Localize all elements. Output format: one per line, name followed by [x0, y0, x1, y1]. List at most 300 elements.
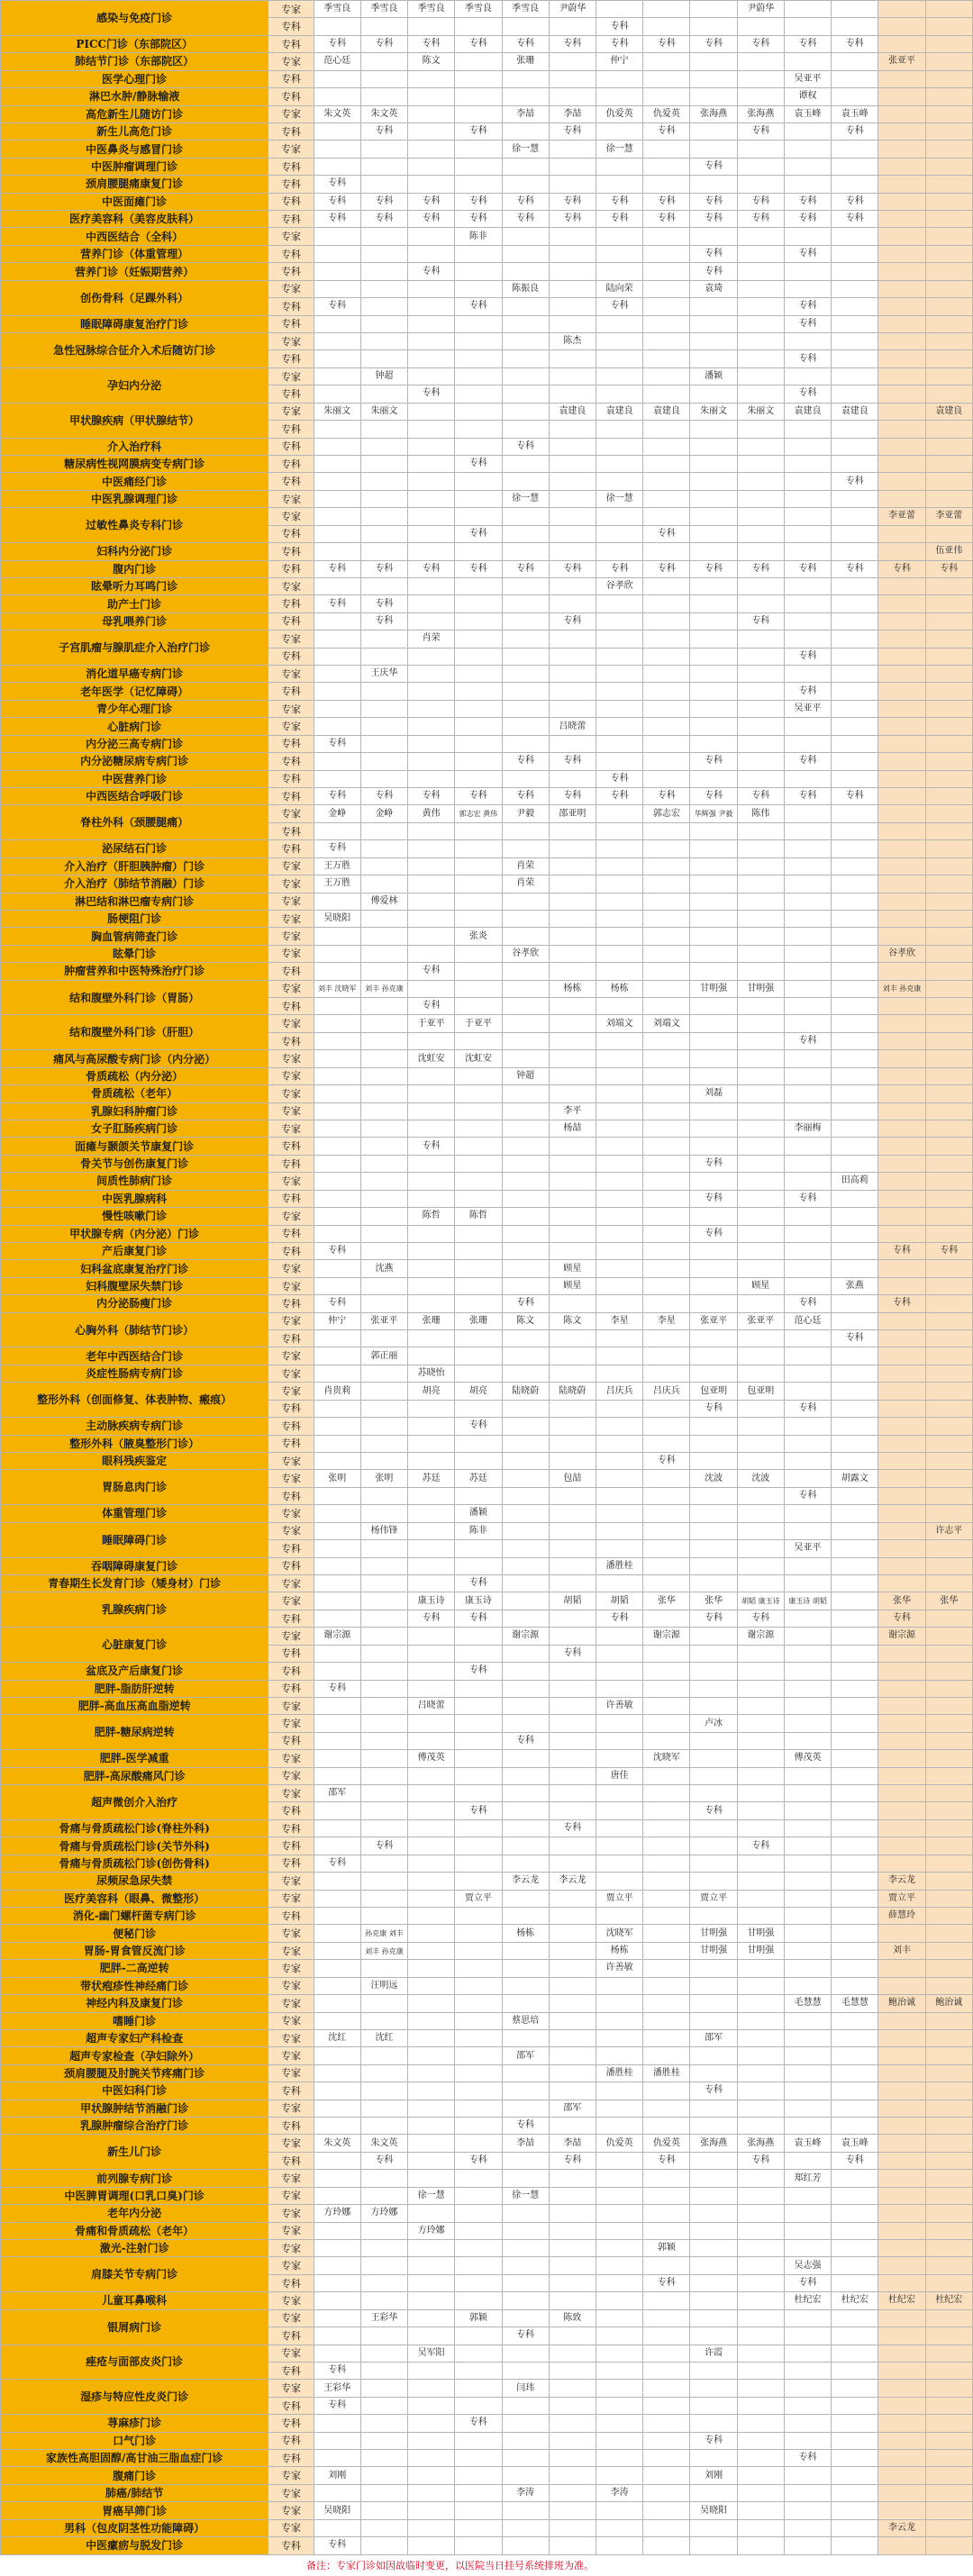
table-row — [1, 595, 973, 612]
schedule-cell — [878, 1453, 925, 1470]
schedule-cell — [925, 333, 972, 350]
schedule-cell — [737, 1680, 784, 1697]
schedule-cell: 鲍治诚 — [925, 1995, 972, 2012]
schedule-cell — [832, 1190, 878, 1207]
schedule-cell — [314, 1610, 360, 1627]
schedule-cell — [502, 1365, 549, 1382]
clinic-name: 老年医学（记忆障碍） — [1, 683, 268, 700]
clinic-type: 专科 — [268, 2450, 314, 2467]
schedule-cell — [690, 122, 737, 140]
clinic-name: 体重管理门诊 — [1, 1505, 268, 1522]
schedule-cell: 陈非 — [455, 228, 502, 245]
schedule-cell — [455, 1260, 502, 1277]
schedule-cell — [314, 1890, 360, 1907]
schedule-cell — [690, 1557, 737, 1574]
schedule-cell — [643, 910, 690, 927]
schedule-cell — [784, 1873, 831, 1890]
schedule-cell — [360, 648, 407, 665]
schedule-cell — [878, 2450, 925, 2467]
schedule-cell — [878, 1155, 925, 1172]
clinic-type: 专科 — [268, 560, 314, 577]
schedule-cell — [596, 1085, 643, 1102]
schedule-cell: 专科 — [360, 595, 407, 612]
schedule-cell — [360, 963, 407, 980]
schedule-cell: 李涛 — [596, 2484, 643, 2501]
schedule-cell — [408, 1977, 455, 1994]
schedule-cell — [832, 963, 878, 980]
schedule-cell — [360, 1365, 407, 1382]
schedule-cell — [784, 228, 831, 245]
schedule-cell — [408, 1418, 455, 1435]
schedule-cell — [314, 1365, 360, 1382]
schedule-cell — [502, 403, 549, 420]
schedule-cell — [360, 700, 407, 717]
schedule-cell — [549, 577, 596, 594]
schedule-cell: 专科 — [455, 211, 502, 228]
schedule-cell — [596, 1138, 643, 1155]
schedule-cell — [549, 543, 596, 560]
schedule-cell — [784, 1050, 831, 1067]
clinic-type: 专科 — [268, 1295, 314, 1312]
schedule-cell — [784, 543, 831, 560]
schedule-cell — [360, 2100, 407, 2117]
schedule-cell — [832, 1977, 878, 1994]
schedule-cell — [925, 1977, 972, 1994]
table-row — [1, 840, 973, 857]
schedule-cell — [455, 1873, 502, 1890]
table-row — [1, 35, 973, 52]
schedule-cell: 胡露文 — [832, 1470, 878, 1487]
schedule-cell — [925, 2187, 972, 2204]
schedule-cell — [925, 805, 972, 822]
clinic-type: 专家 — [268, 2064, 314, 2082]
schedule-cell — [455, 2502, 502, 2519]
schedule-cell — [925, 105, 972, 122]
schedule-cell — [737, 1418, 784, 1435]
schedule-cell — [314, 1697, 360, 1714]
table-row — [1, 88, 973, 105]
schedule-cell — [878, 875, 925, 893]
schedule-cell — [502, 2257, 549, 2274]
clinic-name: 颈肩腰腿痛康复门诊 — [1, 176, 268, 193]
schedule-cell: 专科 — [784, 35, 831, 52]
schedule-cell — [690, 2292, 737, 2309]
schedule-cell: 张海燕 — [690, 2135, 737, 2152]
clinic-type: 专家 — [268, 333, 314, 350]
schedule-cell — [596, 263, 643, 280]
schedule-cell: 专科 — [596, 193, 643, 210]
schedule-cell — [360, 822, 407, 839]
schedule-cell: 郭颖 — [455, 2309, 502, 2327]
schedule-cell — [690, 945, 737, 962]
schedule-cell — [596, 1540, 643, 1557]
schedule-cell — [596, 1102, 643, 1120]
schedule-cell — [408, 1802, 455, 1819]
schedule-cell — [596, 1995, 643, 2012]
schedule-cell — [549, 473, 596, 490]
clinic-type: 专家 — [268, 1208, 314, 1225]
schedule-cell: 刘丰 孙克康 — [878, 980, 925, 997]
clinic-type: 专家 — [268, 1365, 314, 1382]
schedule-cell — [360, 2274, 407, 2291]
schedule-cell — [690, 683, 737, 700]
schedule-cell — [549, 857, 596, 875]
schedule-cell — [408, 1995, 455, 2012]
clinic-name: 助产士门诊 — [1, 595, 268, 612]
schedule-cell — [737, 1819, 784, 1837]
schedule-cell — [737, 1505, 784, 1522]
schedule-cell — [502, 1487, 549, 1504]
clinic-type: 专家 — [268, 1628, 314, 1645]
schedule-cell — [549, 263, 596, 280]
schedule-cell — [408, 1277, 455, 1294]
schedule-cell — [925, 1383, 972, 1400]
clinic-type: 专家 — [268, 2484, 314, 2501]
schedule-cell — [878, 700, 925, 717]
schedule-cell — [784, 2484, 831, 2501]
schedule-cell — [690, 630, 737, 648]
schedule-cell: 专科 — [502, 2327, 549, 2345]
schedule-cell — [878, 35, 925, 52]
schedule-cell — [314, 1138, 360, 1155]
schedule-cell — [690, 1365, 737, 1382]
schedule-cell: 徐一慧 — [596, 141, 643, 158]
schedule-cell: 季雪良 — [455, 1, 502, 18]
schedule-cell — [596, 1208, 643, 1225]
schedule-cell: 谷孝欣 — [878, 945, 925, 962]
schedule-cell — [455, 1190, 502, 1207]
schedule-cell — [596, 1873, 643, 1890]
schedule-cell — [360, 1155, 407, 1172]
schedule-cell — [455, 2187, 502, 2204]
schedule-cell — [878, 421, 925, 438]
clinic-type: 专科 — [268, 2082, 314, 2100]
schedule-cell — [832, 753, 878, 770]
clinic-type: 专家 — [268, 1312, 314, 1329]
schedule-cell — [643, 893, 690, 910]
schedule-cell — [643, 612, 690, 630]
schedule-cell — [832, 945, 878, 962]
schedule-cell — [925, 2205, 972, 2222]
schedule-cell — [360, 1435, 407, 1452]
schedule-cell — [643, 1400, 690, 1417]
schedule-cell — [832, 1505, 878, 1522]
schedule-cell — [878, 455, 925, 472]
schedule-cell: 专科 — [408, 385, 455, 403]
schedule-cell — [408, 245, 455, 262]
schedule-cell: 专科 — [643, 787, 690, 804]
clinic-name: 便秘门诊 — [1, 1925, 268, 1942]
schedule-cell — [408, 2170, 455, 2187]
schedule-cell — [643, 1574, 690, 1592]
clinic-name: 中医乳腺调理门诊 — [1, 490, 268, 507]
schedule-cell — [784, 2380, 831, 2397]
schedule-cell: 专科 — [596, 560, 643, 577]
schedule-cell — [502, 1995, 549, 2012]
schedule-cell — [502, 158, 549, 175]
schedule-cell — [832, 1802, 878, 1819]
schedule-cell: 专科 — [455, 787, 502, 804]
schedule-cell — [455, 1557, 502, 1574]
clinic-name: 营养门诊（妊娠期营养） — [1, 263, 268, 280]
schedule-cell: 袁玉峰 — [832, 2135, 878, 2152]
schedule-cell — [690, 735, 737, 752]
schedule-cell — [784, 2064, 831, 2082]
schedule-cell — [878, 1505, 925, 1522]
schedule-cell — [925, 35, 972, 52]
schedule-cell — [502, 1540, 549, 1557]
schedule-cell — [643, 1907, 690, 1924]
schedule-cell — [549, 2187, 596, 2204]
schedule-cell: 杨喆 — [549, 1120, 596, 1138]
schedule-cell — [643, 1837, 690, 1855]
schedule-cell — [596, 612, 643, 630]
schedule-cell — [455, 2029, 502, 2046]
schedule-cell: 蔡思培 — [502, 2012, 549, 2029]
clinic-type: 专家 — [268, 1470, 314, 1487]
table-row — [1, 1453, 973, 1470]
schedule-cell — [360, 1890, 407, 1907]
schedule-cell — [502, 1785, 549, 1802]
schedule-cell — [832, 2519, 878, 2536]
schedule-cell — [878, 1277, 925, 1294]
schedule-cell — [314, 1050, 360, 1067]
footer-note: 备注：专家门诊如因故临时变更，以医院当日挂号系统排班为准。 — [306, 2560, 594, 2571]
schedule-cell — [690, 2152, 737, 2169]
schedule-cell — [596, 2309, 643, 2327]
schedule-cell — [690, 1960, 737, 1977]
schedule-cell: 专科 — [737, 122, 784, 140]
schedule-cell — [878, 787, 925, 804]
schedule-cell — [455, 2170, 502, 2187]
clinic-name: 泌尿结石门诊 — [1, 840, 268, 857]
schedule-cell — [314, 228, 360, 245]
schedule-cell — [360, 228, 407, 245]
schedule-cell: 专科 — [737, 560, 784, 577]
schedule-cell — [502, 1855, 549, 1872]
schedule-cell — [878, 543, 925, 560]
clinic-type: 专科 — [268, 1557, 314, 1574]
schedule-cell — [360, 1225, 407, 1242]
schedule-cell — [832, 367, 878, 385]
schedule-cell — [360, 840, 407, 857]
schedule-cell: 潘颖 — [455, 1505, 502, 1522]
schedule-cell — [925, 1330, 972, 1347]
schedule-cell — [596, 315, 643, 332]
schedule-cell: 专科 — [502, 193, 549, 210]
schedule-cell — [502, 1750, 549, 1767]
schedule-cell: 专科 — [455, 455, 502, 472]
clinic-type: 专家 — [268, 857, 314, 875]
schedule-cell — [408, 2064, 455, 2082]
schedule-cell: 吴晓阳 — [690, 2502, 737, 2519]
schedule-cell: 专科 — [690, 1802, 737, 1819]
schedule-cell: 张亚平 — [737, 1312, 784, 1329]
schedule-cell: 张华 — [690, 1592, 737, 1610]
schedule-cell: 潘胜桂 — [643, 2064, 690, 2082]
schedule-cell — [314, 1750, 360, 1767]
schedule-cell: 专科 — [784, 1190, 831, 1207]
table-row — [1, 508, 973, 525]
schedule-cell — [737, 945, 784, 962]
table-row — [1, 403, 973, 420]
schedule-cell: 于亚平 — [455, 1015, 502, 1032]
schedule-cell — [737, 910, 784, 927]
schedule-cell — [878, 2345, 925, 2362]
schedule-cell: 唐佳 — [596, 1767, 643, 1784]
schedule-cell — [549, 2240, 596, 2257]
table-row — [1, 1347, 973, 1365]
schedule-cell — [455, 2012, 502, 2029]
clinic-type: 专科 — [268, 840, 314, 857]
clinic-name: 口气门诊 — [1, 2432, 268, 2449]
schedule-cell — [549, 2327, 596, 2345]
clinic-type: 专科 — [268, 1487, 314, 1504]
schedule-cell — [314, 1015, 360, 1032]
clinic-type: 专家 — [268, 1925, 314, 1942]
schedule-cell — [314, 263, 360, 280]
schedule-cell — [925, 840, 972, 857]
schedule-cell: 包亚明 — [690, 1383, 737, 1400]
schedule-cell — [925, 2415, 972, 2432]
clinic-type: 专科 — [268, 2327, 314, 2345]
table-row — [1, 1, 973, 18]
schedule-cell: 专科 — [690, 2432, 737, 2449]
schedule-cell: 陈致 — [549, 2309, 596, 2327]
schedule-cell — [690, 2064, 737, 2082]
schedule-cell — [878, 1418, 925, 1435]
table-row — [1, 2432, 973, 2449]
clinic-name: 老年内分泌 — [1, 2205, 268, 2222]
schedule-cell — [784, 1942, 831, 1959]
schedule-cell: 许志平 — [925, 1522, 972, 1539]
schedule-cell: 闫玮 — [502, 2380, 549, 2397]
schedule-cell: 专科 — [549, 211, 596, 228]
schedule-cell — [502, 1085, 549, 1102]
clinic-type: 专家 — [268, 1505, 314, 1522]
clinic-name: 老年中西医结合门诊 — [1, 1347, 268, 1365]
schedule-cell — [832, 508, 878, 525]
clinic-type: 专科 — [268, 193, 314, 210]
schedule-cell — [596, 1032, 643, 1049]
table-row — [1, 2502, 973, 2519]
schedule-cell — [502, 122, 549, 140]
clinic-type: 专家 — [268, 2309, 314, 2327]
schedule-cell — [455, 612, 502, 630]
schedule-cell — [737, 700, 784, 717]
table-row — [1, 1960, 973, 1977]
schedule-cell — [549, 1680, 596, 1697]
schedule-cell — [832, 525, 878, 542]
schedule-cell — [314, 2432, 360, 2449]
schedule-cell — [784, 141, 831, 158]
schedule-cell: 吴晓阳 — [314, 2502, 360, 2519]
schedule-cell — [549, 1208, 596, 1225]
schedule-cell — [502, 595, 549, 612]
schedule-cell — [455, 822, 502, 839]
schedule-cell: 杨栋 — [549, 980, 596, 997]
schedule-cell — [925, 2012, 972, 2029]
schedule-cell — [549, 1067, 596, 1084]
schedule-cell — [784, 770, 831, 787]
schedule-cell — [878, 1925, 925, 1942]
schedule-cell — [690, 822, 737, 839]
schedule-cell — [549, 893, 596, 910]
schedule-cell — [690, 648, 737, 665]
table-row — [1, 367, 973, 385]
schedule-cell: 袁建良 — [925, 403, 972, 420]
schedule-cell — [784, 1925, 831, 1942]
schedule-cell: 肖荣 — [502, 875, 549, 893]
schedule-cell — [925, 1960, 972, 1977]
clinic-name: 超声专家检查（孕妇除外） — [1, 2047, 268, 2064]
clinic-name: 面瘫与颞颌关节康复门诊 — [1, 1138, 268, 1155]
schedule-cell — [314, 1277, 360, 1294]
schedule-cell — [549, 508, 596, 525]
schedule-cell — [690, 2415, 737, 2432]
schedule-cell — [502, 1173, 549, 1190]
schedule-cell: 刘丰 — [878, 1942, 925, 1959]
clinic-type: 专科 — [268, 1802, 314, 1819]
clinic-type: 专科 — [268, 1907, 314, 1924]
schedule-cell — [596, 1400, 643, 1417]
schedule-cell — [502, 1347, 549, 1365]
schedule-cell: 尹毅 — [502, 805, 549, 822]
clinic-type: 专科 — [268, 385, 314, 403]
schedule-cell — [925, 350, 972, 367]
schedule-cell — [360, 770, 407, 787]
schedule-cell — [455, 577, 502, 594]
schedule-cell — [549, 2345, 596, 2362]
schedule-cell — [784, 1610, 831, 1627]
schedule-cell — [314, 1802, 360, 1819]
clinic-name: 骨质疏松（老年） — [1, 1085, 268, 1102]
schedule-cell — [502, 2309, 549, 2327]
clinic-type: 专家 — [268, 1942, 314, 1959]
schedule-cell: 仇爱英 — [596, 105, 643, 122]
schedule-cell: 徐一慧 — [502, 141, 549, 158]
schedule-cell — [690, 2187, 737, 2204]
schedule-cell — [832, 893, 878, 910]
clinic-name: 淋巴水肿/静脉输液 — [1, 88, 268, 105]
schedule-cell — [643, 1663, 690, 1680]
schedule-cell: 专科 — [549, 35, 596, 52]
clinic-type: 专家 — [268, 1085, 314, 1102]
clinic-type: 专科 — [268, 211, 314, 228]
schedule-cell — [549, 875, 596, 893]
schedule-cell: 李喆 — [549, 2135, 596, 2152]
schedule-cell: 沈波 — [690, 1470, 737, 1487]
schedule-cell — [502, 18, 549, 35]
schedule-cell — [360, 490, 407, 507]
schedule-cell: 胡韬 康玉诗 — [737, 1592, 784, 1610]
schedule-cell: 金峥 — [360, 805, 407, 822]
schedule-cell — [643, 945, 690, 962]
schedule-cell: 专科 — [737, 211, 784, 228]
schedule-cell — [784, 2432, 831, 2449]
schedule-cell — [690, 1032, 737, 1049]
schedule-cell — [549, 88, 596, 105]
schedule-cell — [925, 315, 972, 332]
table-row — [1, 1837, 973, 1855]
schedule-cell — [360, 1680, 407, 1697]
schedule-cell — [878, 1347, 925, 1365]
schedule-cell — [832, 1, 878, 18]
clinic-type: 专家 — [268, 2205, 314, 2222]
schedule-cell — [596, 1680, 643, 1697]
schedule-cell — [690, 1435, 737, 1452]
schedule-cell: 专科 — [314, 735, 360, 752]
